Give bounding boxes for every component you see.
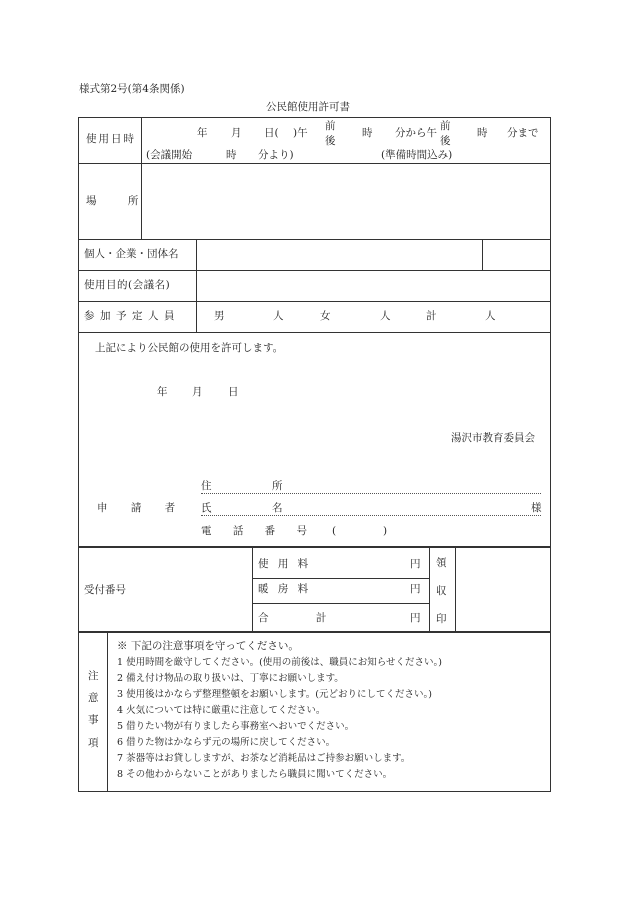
person-unit: 人: [485, 310, 496, 322]
notes-side-char: 意: [88, 692, 99, 704]
fee-label: 使 用 料: [258, 558, 312, 570]
address-char-2: 所: [272, 480, 283, 492]
note-item: 5 借りたい物が有りましたら事務室へおいでください。: [117, 721, 355, 732]
name-line[interactable]: [201, 515, 541, 516]
name-char-2: 名: [272, 502, 283, 514]
usage-hour: 時: [362, 127, 373, 139]
usage-year: 年: [197, 127, 208, 139]
notes-side-char: 事: [88, 714, 99, 726]
rule: [252, 578, 429, 579]
form-title: 公民館使用許可書: [266, 101, 350, 113]
female-label: 女: [320, 310, 331, 322]
rule: [78, 270, 551, 271]
rule: [196, 239, 197, 332]
permission-month: 月: [192, 386, 203, 398]
address-char-1: 住: [201, 480, 212, 492]
rule: [78, 332, 551, 333]
place-label: 場 所: [86, 195, 153, 207]
attendance-label: 参加予定人員: [84, 310, 180, 322]
meeting-min: 分より): [258, 149, 294, 161]
rule: [78, 163, 551, 164]
meeting-start: (会議開始: [146, 149, 193, 161]
yen-unit: 円: [410, 583, 421, 595]
honorific: 様: [531, 502, 542, 514]
rule: [252, 547, 253, 632]
usage-date-label: 使用日時: [86, 133, 136, 145]
applicant-label: 申 請 者: [97, 502, 186, 514]
rule: [252, 603, 429, 604]
notes-side-char: 項: [88, 737, 99, 749]
seal-char: 印: [436, 613, 447, 625]
name-char-1: 氏: [201, 502, 212, 514]
usage-month: 月: [231, 127, 242, 139]
note-item: 4 火気については特に厳重に注意してください。: [117, 705, 326, 716]
note-item: 1 使用時間を厳守してください。(使用の前後は、職員にお知らせください。): [117, 657, 442, 668]
usage-day-close: )午: [293, 127, 308, 139]
person-unit: 人: [273, 310, 284, 322]
usage-until: 分まで: [507, 127, 539, 139]
usage-from: 分から午: [395, 127, 437, 139]
rule: [141, 117, 142, 163]
notes-header: ※ 下記の注意事項を守ってください。: [117, 640, 299, 652]
meeting-hour: 時: [226, 149, 237, 161]
rule: [455, 547, 456, 632]
prep-note: (準備時間込み): [381, 149, 453, 161]
usage-day: 日(: [264, 127, 279, 139]
rule: [107, 632, 108, 792]
rule: [482, 239, 483, 270]
note-item: 6 借りた物はかならず元の場所に戻してください。: [117, 737, 336, 748]
note-item: 2 備え付け物品の取り扱いは、丁寧にお願いします。: [117, 673, 344, 684]
phone-label: 電 話 番 号: [201, 525, 317, 537]
issuer: 湯沢市教育委員会: [451, 432, 535, 444]
phone-paren-close: ): [383, 525, 388, 537]
permission-year: 年: [157, 386, 168, 398]
permission-day: 日: [228, 386, 239, 398]
note-item: 7 茶器等はお貸ししますが、お茶など消耗品はご持参お願いします。: [117, 753, 411, 764]
heating-fee-label: 暖 房 料: [258, 583, 312, 595]
yen-unit: 円: [410, 558, 421, 570]
notes-side-char: 注: [88, 670, 99, 682]
yen-unit: 円: [410, 612, 421, 624]
form-number: 様式第2号(第4条関係): [79, 83, 185, 95]
note-item: 8 その他わからないことがありましたら職員に聞いてください。: [117, 769, 393, 780]
rule: [78, 301, 551, 302]
phone-paren-open: (: [332, 525, 337, 537]
rule: [429, 547, 430, 632]
total-people-label: 計: [426, 310, 437, 322]
permission-statement: 上記により公民館の使用を許可します。: [95, 342, 284, 354]
reception-number-label: 受付番号: [84, 584, 126, 596]
receipt-char: 領: [436, 557, 447, 569]
usage-ampm2-after: 後: [440, 135, 451, 147]
applicant-name-label: 個人・企業・団体名: [84, 248, 179, 260]
usage-ampm2-before: 前: [440, 120, 451, 132]
receipt-char: 収: [436, 585, 447, 597]
rule: [78, 239, 551, 240]
person-unit: 人: [380, 310, 391, 322]
purpose-label: 使用目的(会議名): [84, 279, 171, 291]
note-item: 3 使用後はかならず整理整頓をお願いします。(元どおりにしてください。): [117, 689, 432, 700]
usage-ampm-after: 後: [325, 135, 336, 147]
usage-hour2: 時: [477, 127, 488, 139]
male-label: 男: [214, 310, 225, 322]
address-line[interactable]: [201, 493, 541, 494]
usage-ampm-before: 前: [325, 120, 336, 132]
total-fee-label: 合 計: [258, 612, 349, 624]
